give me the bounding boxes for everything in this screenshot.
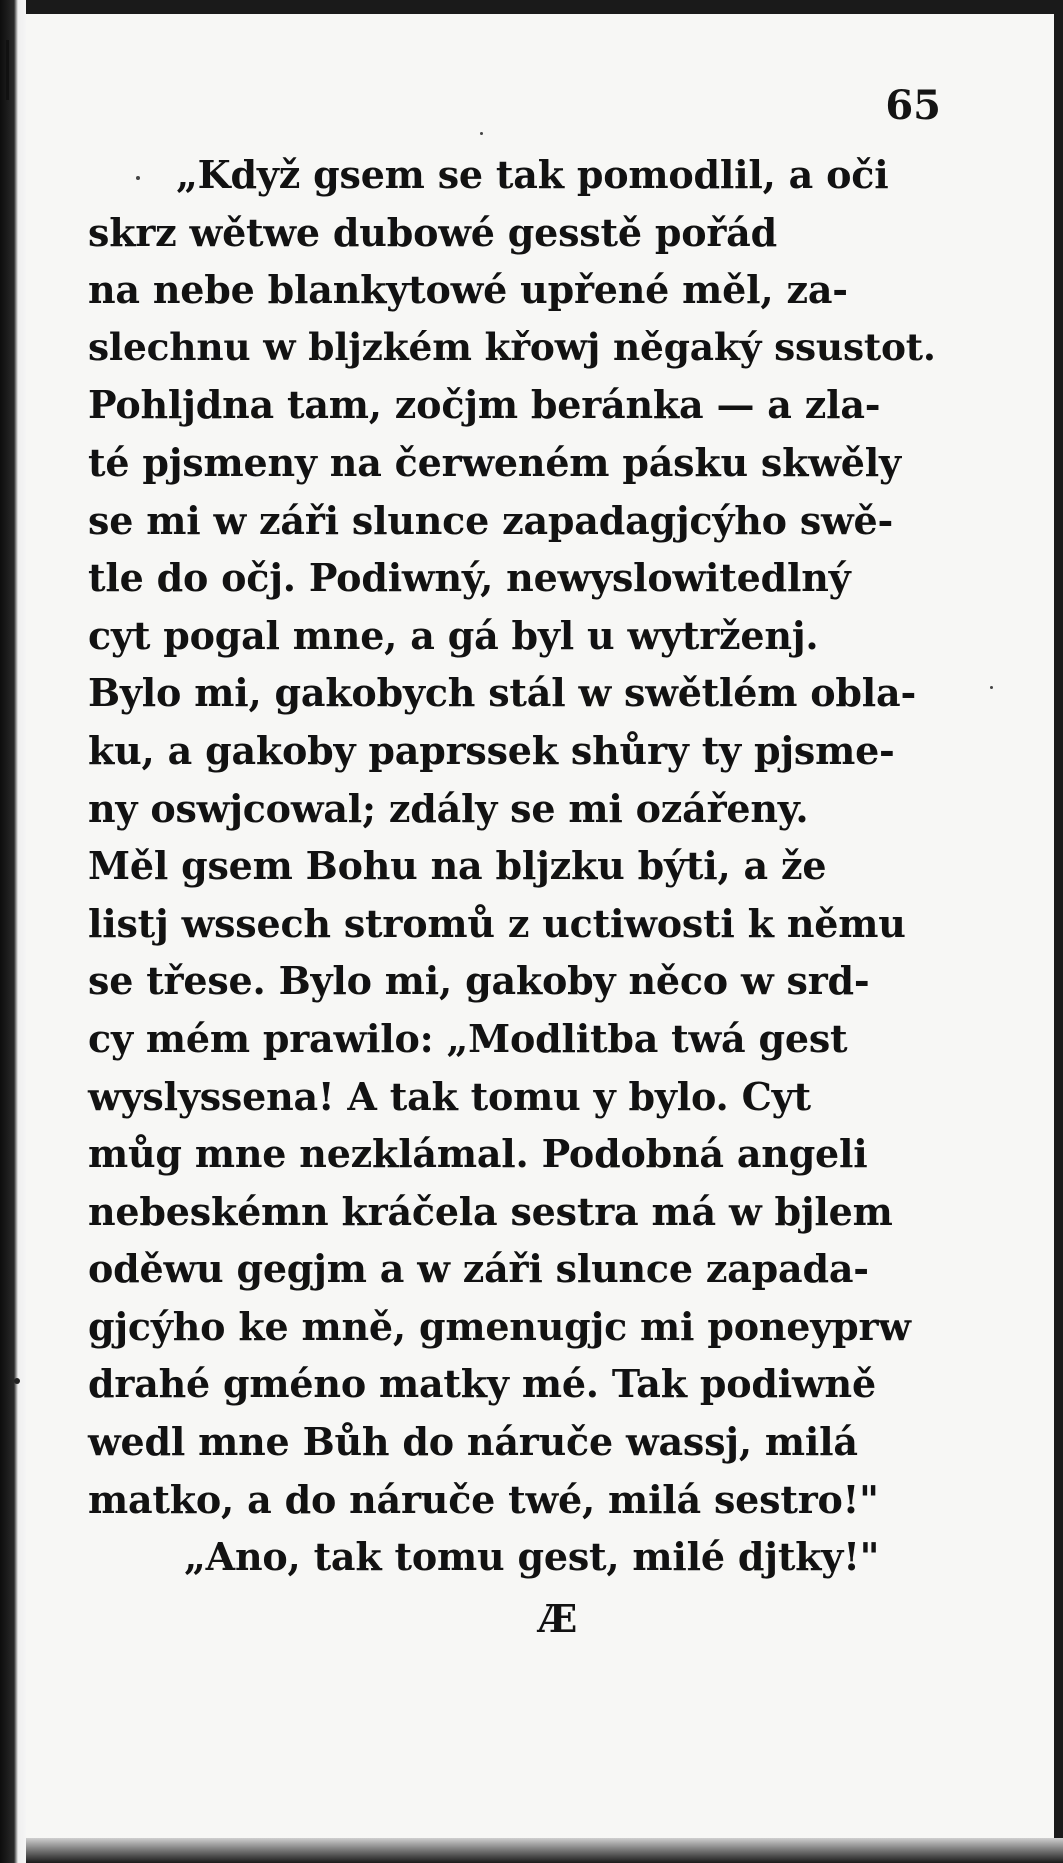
page-number: 65 bbox=[885, 82, 941, 129]
scan-bottom-shadow bbox=[26, 1838, 1063, 1863]
text-line: „Když gsem se tak pomodlil, a oči bbox=[176, 152, 889, 197]
dust-speck bbox=[14, 1378, 20, 1384]
text-line: gjcýho ke mně, gmenugjc mi poneyprw bbox=[88, 1303, 911, 1349]
text-line: matko, a do náruče twé, milá sestro!" bbox=[88, 1476, 879, 1522]
text-line: wedl mne Bůh do náruče wassj, milá bbox=[88, 1419, 858, 1465]
dust-speck bbox=[480, 132, 483, 135]
text-line: skrz wětwe dubowé gesstě pořád bbox=[88, 209, 777, 255]
dust-speck bbox=[990, 686, 993, 689]
text-line: nebeskémn kráčela sestra má w bjlem bbox=[88, 1188, 893, 1234]
scan-left-edge bbox=[0, 0, 26, 1863]
text-line: tle do očj. Podiwný, newyslowitedlný bbox=[88, 555, 851, 601]
text-line: slechnu w bljzkém křowj něgaký ssustot. bbox=[88, 324, 936, 369]
text-line: se mi w záři slunce zapadagjcýho swě- bbox=[88, 497, 894, 543]
text-line: Pohljdna tam, zočjm beránka — a zla- bbox=[88, 382, 881, 428]
body-text bbox=[88, 146, 938, 1586]
text-line: Bylo mi, gakobych stál w swětlém obla- bbox=[88, 670, 917, 716]
text-line: „Ano, tak tomu gest, milé djtky!" bbox=[184, 1534, 880, 1580]
text-line: ku, a gakoby paprssek shůry ty pjsme- bbox=[88, 727, 895, 773]
text-line: cyt pogal mne, a gá byl u wytrženj. bbox=[88, 612, 819, 658]
text-line: oděwu gegjm a w záři slunce zapada- bbox=[88, 1246, 869, 1292]
scan-binding-mark bbox=[6, 40, 9, 100]
text-line: té pjsmeny na čerweném pásku skwěly bbox=[88, 439, 901, 485]
text-line: Měl gsem Bohu na bljzku býti, a že bbox=[88, 843, 827, 889]
text-line: listj wssech stromů z uctiwosti k němu bbox=[88, 900, 906, 946]
text-line: cy mém prawilo: „Modlitba twá gest bbox=[88, 1015, 848, 1061]
text-line: drahé gméno matky mé. Tak podiwně bbox=[88, 1361, 876, 1407]
text-line: na nebe blankytowé upřené měl, za- bbox=[88, 267, 848, 313]
text-line: se třese. Bylo mi, gakoby něco w srd- bbox=[88, 958, 870, 1004]
text-line: wyslyssena! A tak tomu y bylo. Cyt bbox=[88, 1073, 811, 1119]
printer-signature-mark: Æ bbox=[538, 1596, 578, 1641]
text-line: můg mne nezklámal. Podobná angeli bbox=[88, 1131, 868, 1177]
text-line: ny oswjcowal; zdály se mi ozářeny. bbox=[88, 785, 809, 831]
